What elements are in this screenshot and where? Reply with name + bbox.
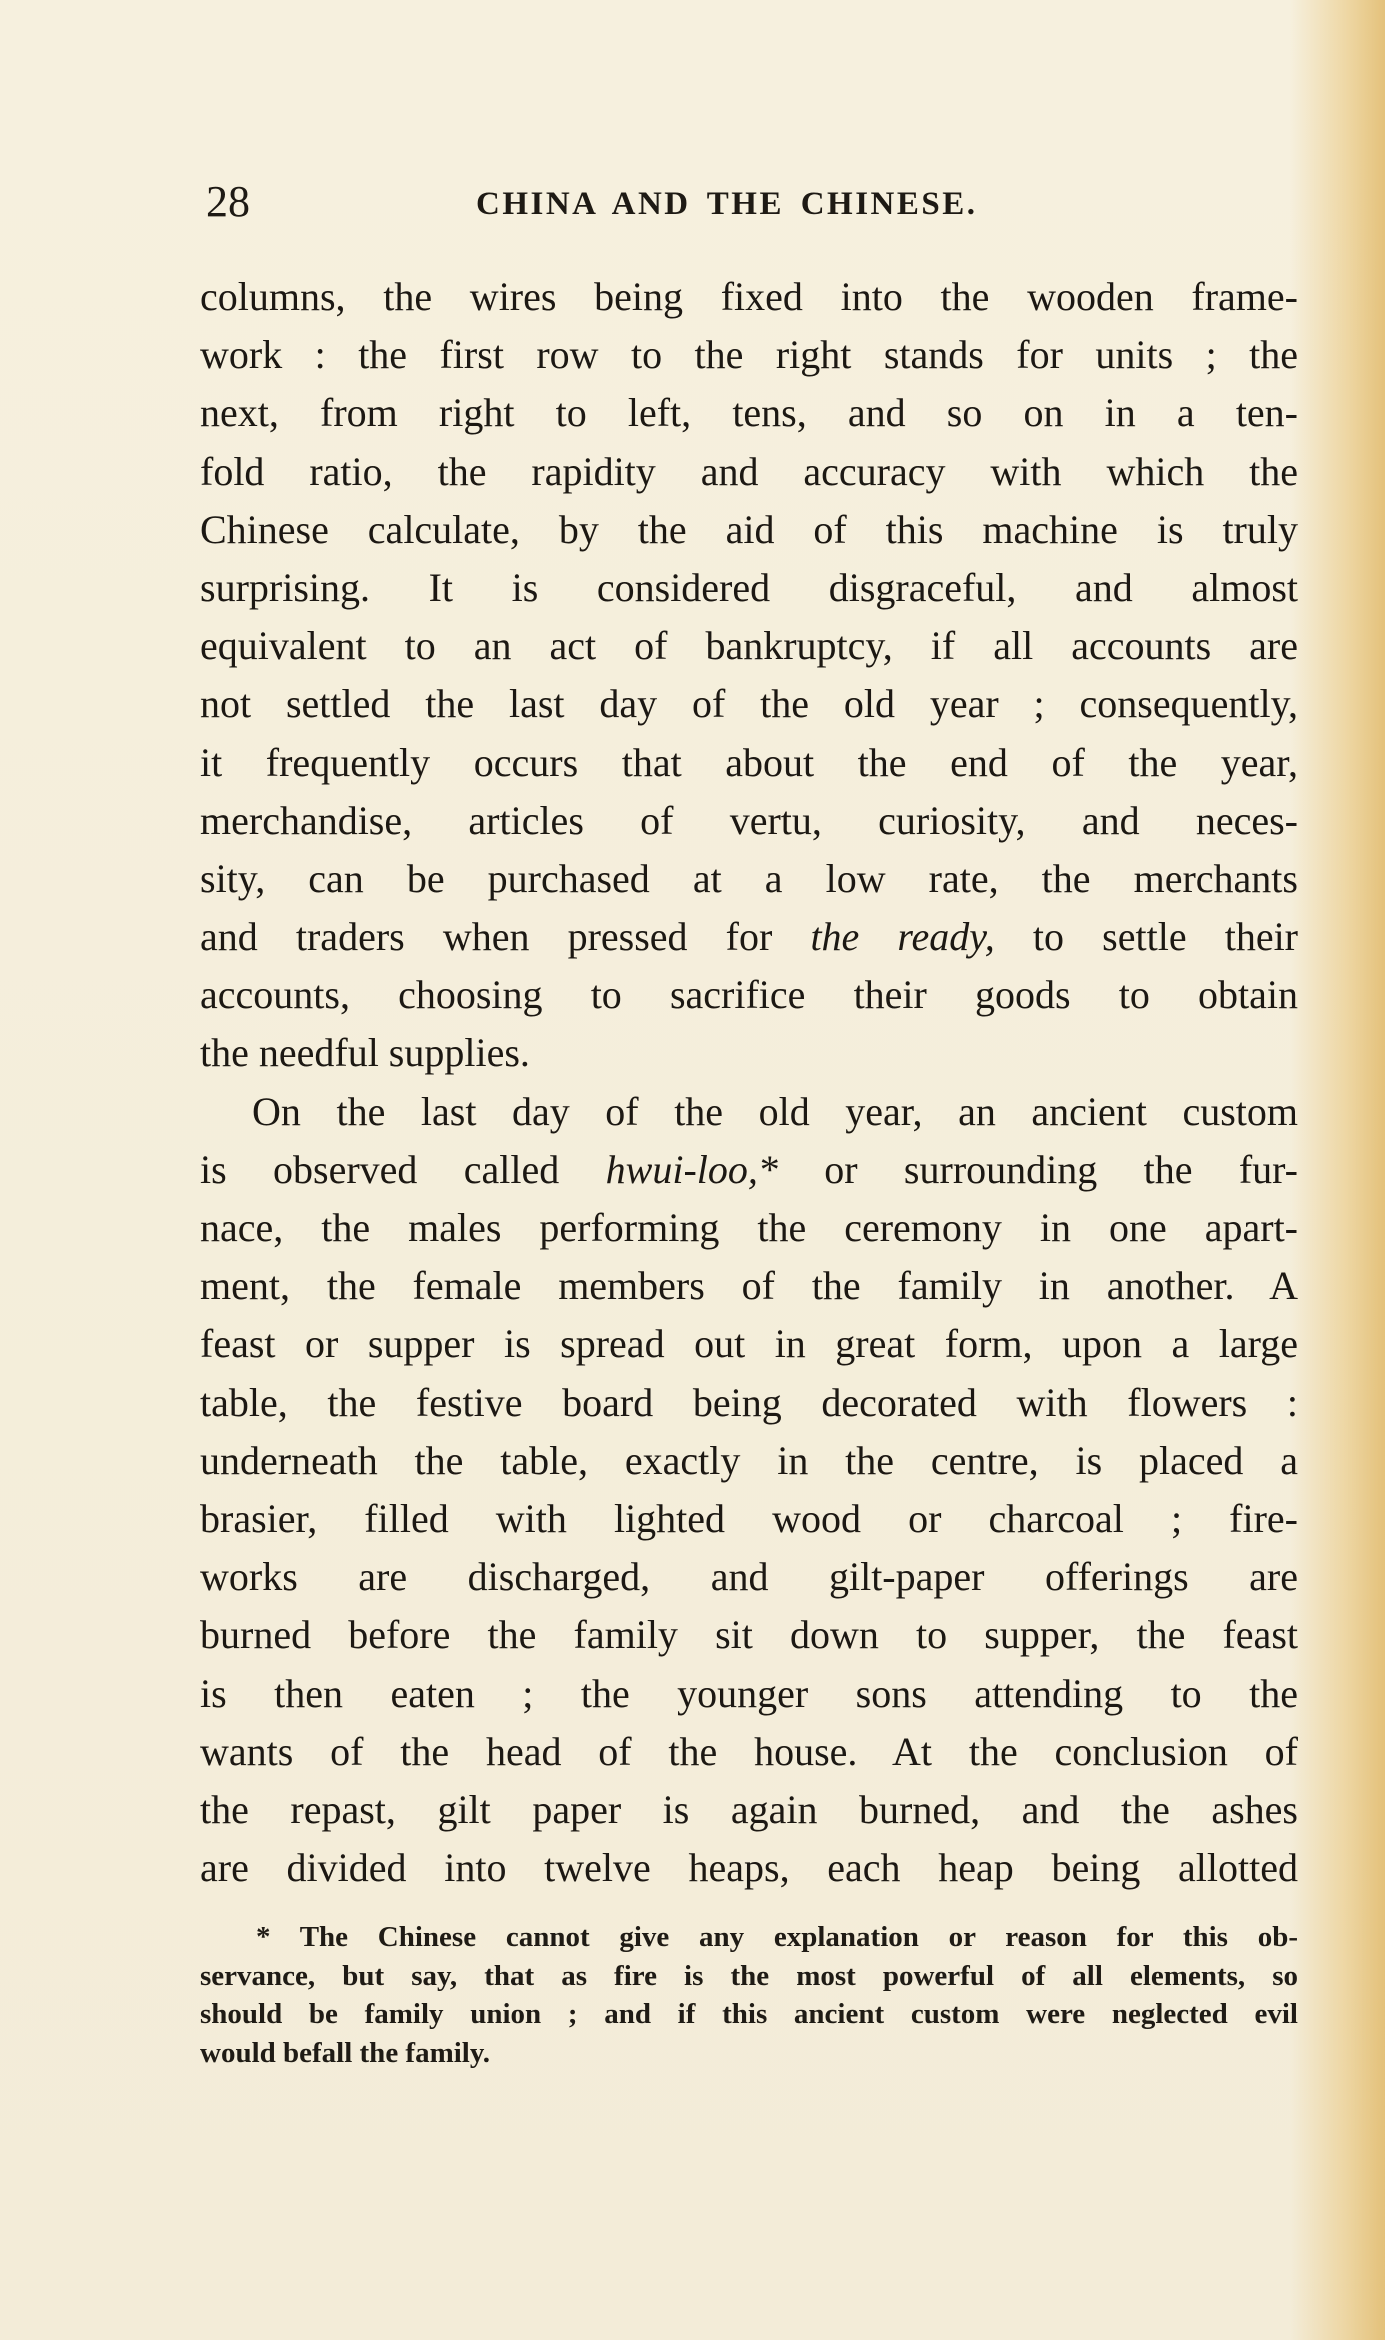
text-line: accounts, choosing to sacrifice their goods to obtain xyxy=(200,972,1298,1018)
text-line: wants of the head of the house. At the conclusion of xyxy=(200,1728,1298,1774)
text-line: equivalent to an act of bankruptcy, if all accounts are xyxy=(200,623,1298,669)
text-line: sity, can be purchased at a low rate, the merchants xyxy=(200,855,1298,901)
text-line: work : the first row to the right stands for units ; the xyxy=(200,332,1298,378)
text-line xyxy=(200,908,1298,966)
text-line: it frequently occurs that about the end of the year, xyxy=(200,739,1298,785)
text-line: brasier, filled with lighted wood or charcoal ; fire- xyxy=(200,1495,1298,1541)
text-line: the repast, gilt paper is again burned, and the ashes xyxy=(200,1786,1298,1832)
paragraph-2 xyxy=(200,1083,1298,1898)
italic-phrase: the ready, xyxy=(810,914,995,960)
text-line: surprising. It is considered disgraceful, and almost xyxy=(200,564,1298,610)
text-line: nace, the males performing the ceremony in one apart- xyxy=(200,1205,1298,1250)
footnote-line: should be family union ; and if this ancient custom were neglected evil xyxy=(200,1998,1298,2030)
page-number: 28 xyxy=(206,177,250,226)
text-line: ment, the female members of the family in another. A xyxy=(200,1263,1298,1309)
text-line: not settled the last day of the old year ; consequently, xyxy=(200,681,1298,727)
text-segment: and traders when pressed for xyxy=(200,914,811,960)
text-line: fold ratio, the rapidity and accuracy with which the xyxy=(200,448,1298,494)
text-line: table, the festive board being decorated with flowers : xyxy=(200,1379,1298,1425)
footnote-line: * The Chinese cannot give any explanation or reason for this ob- xyxy=(256,1921,1298,1953)
footnote-line: servance, but say, that as fire is the most powerful of all elements, so xyxy=(200,1959,1298,1992)
text-line: works are discharged, and gilt-paper offerings are xyxy=(200,1554,1298,1600)
text-line: columns, the wires being fixed into the wooden frame- xyxy=(200,274,1298,319)
footnote xyxy=(200,1918,1298,2072)
running-title: CHINA AND THE CHINESE. xyxy=(476,186,978,222)
footnote-line: would befall the family. xyxy=(200,2036,491,2069)
paragraph-1 xyxy=(200,268,1298,1083)
text-line xyxy=(200,1141,1298,1199)
text-segment: or surrounding the fur- xyxy=(777,1146,1299,1192)
text-line: feast or supper is spread out in great form, upon a large xyxy=(200,1321,1298,1367)
body-text xyxy=(200,268,1298,1897)
italic-phrase: hwui-loo,* xyxy=(605,1146,778,1192)
text-segment: is observed called xyxy=(200,1146,606,1192)
running-head xyxy=(206,178,1296,238)
text-line: the needful supplies. xyxy=(200,1030,530,1076)
text-line: Chinese calculate, by the aid of this machine is truly xyxy=(200,506,1298,552)
text-line: is then eaten ; the younger sons attending to the xyxy=(200,1670,1298,1716)
text-line: merchandise, articles of vertu, curiosity, and neces- xyxy=(200,797,1298,843)
text-line: are divided into twelve heaps, each heap being allotted xyxy=(200,1845,1298,1891)
text-line: burned before the family sit down to supper, the feast xyxy=(200,1612,1298,1658)
text-line: On the last day of the old year, an ancient custom xyxy=(252,1088,1298,1134)
text-line: next, from right to left, tens, and so on in a ten- xyxy=(200,390,1298,436)
text-segment: to settle their xyxy=(994,914,1299,960)
text-line: underneath the table, exactly in the centre, is placed a xyxy=(200,1437,1298,1483)
